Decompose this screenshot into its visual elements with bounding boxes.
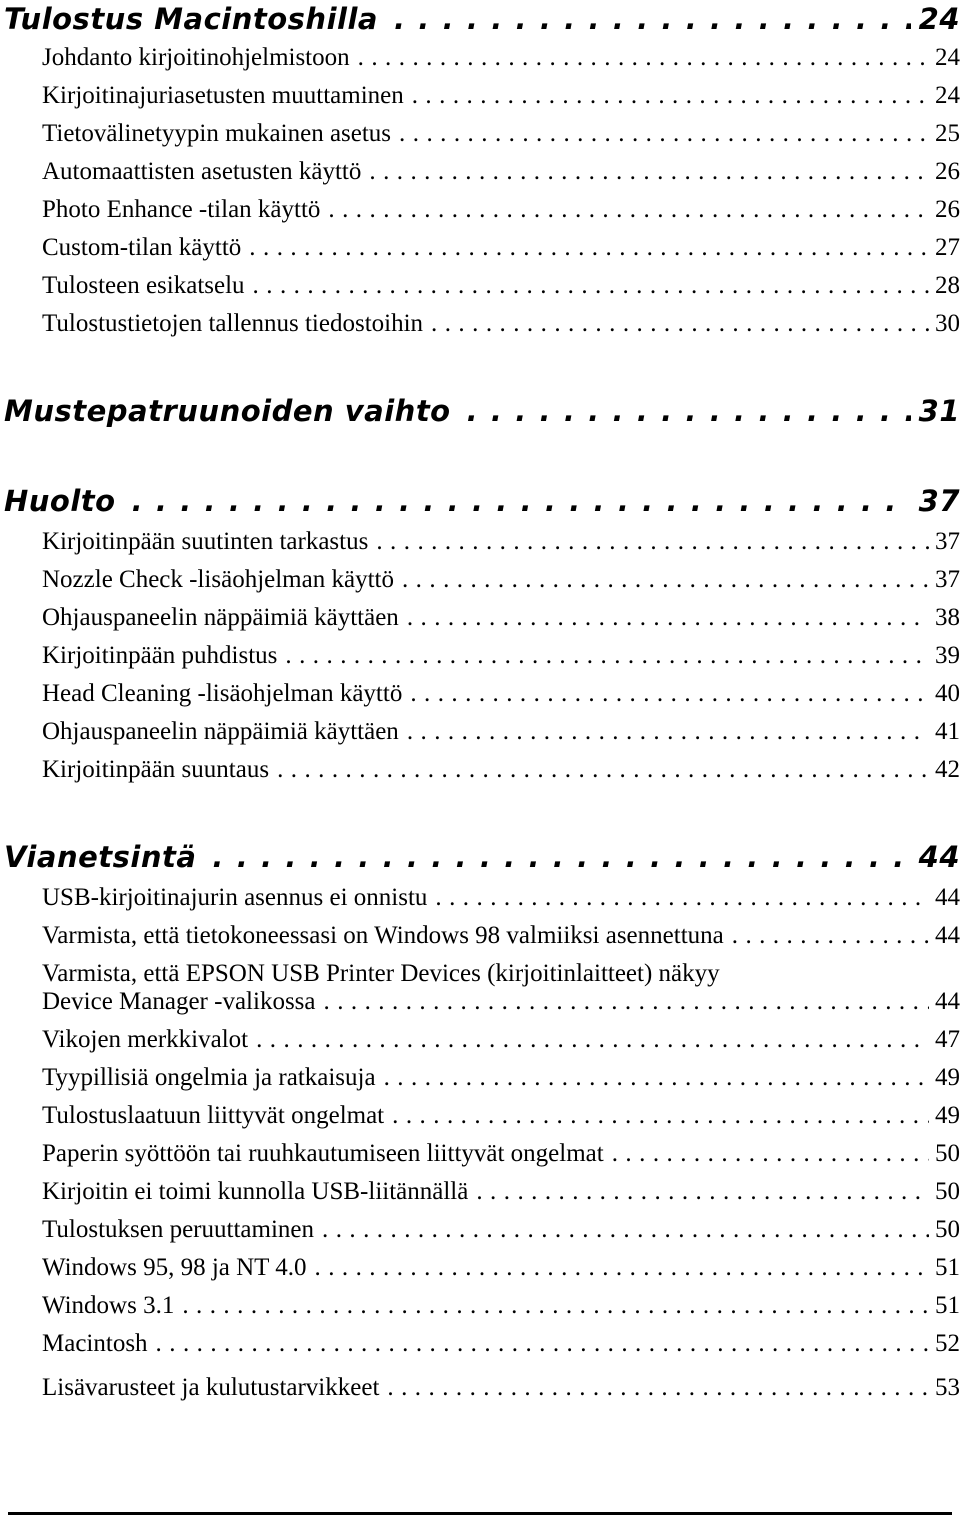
dot-leader bbox=[467, 394, 911, 428]
dot-leader bbox=[435, 884, 929, 912]
toc-heading[interactable] bbox=[4, 394, 960, 434]
entry-page-number: 49 bbox=[935, 1102, 960, 1129]
entry-page-number: 28 bbox=[935, 272, 960, 299]
dot-leader bbox=[732, 922, 929, 950]
entry-title: Tulostuslaatuun liittyvät ongelmat bbox=[42, 1102, 385, 1129]
entry-title: Custom-tilan käyttö bbox=[42, 234, 242, 261]
entry-title: Automaattisten asetusten käyttö bbox=[42, 158, 362, 185]
dot-leader bbox=[328, 196, 929, 224]
toc-entry[interactable] bbox=[42, 44, 960, 74]
dot-leader bbox=[407, 604, 929, 632]
dot-leader bbox=[394, 2, 911, 36]
toc-entry[interactable] bbox=[42, 528, 960, 558]
toc-entry[interactable] bbox=[42, 310, 960, 340]
entry-page-number: 40 bbox=[935, 680, 960, 707]
entry-page-number: 47 bbox=[935, 1026, 960, 1053]
toc-entry[interactable] bbox=[42, 756, 960, 786]
entry-page-number: 53 bbox=[935, 1374, 960, 1401]
toc-entry[interactable] bbox=[42, 234, 960, 264]
dot-leader bbox=[285, 642, 929, 670]
entry-page-number: 38 bbox=[935, 604, 960, 631]
entry-title: Lisävarusteet ja kulutustarvikkeet bbox=[42, 1374, 380, 1401]
toc-entry[interactable] bbox=[42, 566, 960, 596]
toc-heading[interactable] bbox=[4, 840, 960, 880]
toc-entry[interactable] bbox=[42, 1064, 960, 1094]
dot-leader bbox=[612, 1140, 929, 1168]
dot-leader bbox=[476, 1178, 929, 1206]
toc-entry[interactable] bbox=[42, 272, 960, 302]
dot-leader bbox=[410, 680, 929, 708]
heading-page-number: 24 bbox=[918, 2, 960, 36]
entry-title: Tyypillisiä ongelmia ja ratkaisuja bbox=[42, 1064, 376, 1091]
entry-page-number: 26 bbox=[935, 158, 960, 185]
heading-title: Huolto bbox=[4, 484, 116, 518]
toc-entry[interactable] bbox=[42, 884, 960, 914]
dot-leader bbox=[322, 1216, 929, 1244]
dot-leader bbox=[431, 310, 929, 338]
toc-entry[interactable] bbox=[42, 922, 960, 952]
entry-title: Tietovälinetyypin mukainen asetus bbox=[42, 120, 392, 147]
entry-page-number: 25 bbox=[935, 120, 960, 147]
heading-page-number: 44 bbox=[918, 840, 960, 874]
heading-title: Tulostus Macintoshilla bbox=[4, 2, 378, 36]
entry-title: Macintosh bbox=[42, 1330, 148, 1357]
entry-title: Ohjauspaneelin näppäimiä käyttäen bbox=[42, 604, 399, 631]
toc-entry[interactable] bbox=[42, 604, 960, 634]
heading-title: Mustepatruunoiden vaihto bbox=[4, 394, 451, 428]
heading-page-number: 37 bbox=[918, 484, 960, 518]
toc-entry[interactable] bbox=[42, 82, 960, 112]
dot-leader bbox=[182, 1292, 929, 1320]
entry-title: Head Cleaning -lisäohjelman käyttö bbox=[42, 680, 403, 707]
entry-title-line-1[interactable]: Varmista, että EPSON USB Printer Devices (kirjoitinlaitteet) näkyy bbox=[42, 960, 720, 987]
dot-leader bbox=[407, 718, 929, 746]
entry-page-number: 44 bbox=[935, 988, 960, 1015]
toc-entry[interactable] bbox=[42, 158, 960, 188]
entry-title: Kirjoitin ei toimi kunnolla USB-liitännällä bbox=[42, 1178, 469, 1205]
toc-heading[interactable] bbox=[4, 484, 960, 524]
entry-title: Device Manager -valikossa bbox=[42, 988, 316, 1015]
bottom-rule bbox=[8, 1512, 952, 1515]
dot-leader bbox=[376, 528, 929, 556]
dot-leader bbox=[387, 1374, 929, 1402]
entry-title: Nozzle Check -lisäohjelman käyttö bbox=[42, 566, 394, 593]
toc-entry[interactable] bbox=[42, 1102, 960, 1132]
toc-entry[interactable] bbox=[42, 1140, 960, 1170]
toc-entry[interactable] bbox=[42, 988, 960, 1018]
entry-page-number: 37 bbox=[935, 566, 960, 593]
entry-page-number: 50 bbox=[935, 1216, 960, 1243]
entry-page-number: 24 bbox=[935, 82, 960, 109]
toc-entry[interactable] bbox=[42, 1330, 960, 1360]
toc-entry[interactable] bbox=[42, 1178, 960, 1208]
entry-title: USB-kirjoitinajurin asennus ei onnistu bbox=[42, 884, 428, 911]
entry-title: Windows 3.1 bbox=[42, 1292, 175, 1319]
toc-heading[interactable] bbox=[4, 2, 960, 42]
toc-entry[interactable] bbox=[42, 642, 960, 672]
entry-title: Johdanto kirjoitinohjelmistoon bbox=[42, 44, 350, 71]
entry-title: Kirjoitinpään puhdistus bbox=[42, 642, 278, 669]
entry-page-number: 39 bbox=[935, 642, 960, 669]
dot-leader bbox=[156, 1330, 929, 1358]
entry-title: Vikojen merkkivalot bbox=[42, 1026, 249, 1053]
dot-leader bbox=[324, 988, 930, 1016]
dot-leader bbox=[412, 82, 929, 110]
entry-title: Tulostustietojen tallennus tiedostoihin bbox=[42, 310, 424, 337]
dot-leader bbox=[392, 1102, 929, 1130]
entry-page-number: 24 bbox=[935, 44, 960, 71]
entry-page-number: 27 bbox=[935, 234, 960, 261]
dot-leader bbox=[132, 484, 911, 518]
toc-entry[interactable] bbox=[42, 120, 960, 150]
dot-leader bbox=[402, 566, 929, 594]
entry-page-number: 50 bbox=[935, 1140, 960, 1167]
dot-leader bbox=[253, 272, 929, 300]
dot-leader bbox=[358, 44, 929, 72]
entry-page-number: 49 bbox=[935, 1064, 960, 1091]
toc-entry[interactable] bbox=[42, 680, 960, 710]
dot-leader bbox=[256, 1026, 929, 1054]
entry-title: Paperin syöttöön tai ruuhkautumiseen liittyvät ongelmat bbox=[42, 1140, 604, 1167]
entry-title: Photo Enhance -tilan käyttö bbox=[42, 196, 321, 223]
entry-title: Varmista, että tietokoneessasi on Windows 98 valmiiksi asennettuna bbox=[42, 922, 724, 949]
dot-leader bbox=[212, 840, 910, 874]
entry-title: Kirjoitinpään suuntaus bbox=[42, 756, 270, 783]
dot-leader bbox=[315, 1254, 930, 1282]
entry-page-number: 42 bbox=[935, 756, 960, 783]
heading-title: Vianetsintä bbox=[4, 840, 197, 874]
dot-leader bbox=[369, 158, 929, 186]
entry-page-number: 50 bbox=[935, 1178, 960, 1205]
toc-entry[interactable] bbox=[42, 718, 960, 748]
entry-page-number: 26 bbox=[935, 196, 960, 223]
entry-title: Kirjoitinpään suutinten tarkastus bbox=[42, 528, 369, 555]
dot-leader bbox=[249, 234, 929, 262]
entry-title: Ohjauspaneelin näppäimiä käyttäen bbox=[42, 718, 399, 745]
toc-entry[interactable] bbox=[42, 1254, 960, 1284]
entry-page-number: 52 bbox=[935, 1330, 960, 1357]
entry-page-number: 44 bbox=[935, 922, 960, 949]
entry-title: Tulostuksen peruuttaminen bbox=[42, 1216, 314, 1243]
toc-entry[interactable] bbox=[42, 1374, 960, 1404]
entry-page-number: 41 bbox=[935, 718, 960, 745]
toc-entry[interactable] bbox=[42, 1292, 960, 1322]
entry-page-number: 51 bbox=[935, 1292, 960, 1319]
entry-page-number: 37 bbox=[935, 528, 960, 555]
toc-entry[interactable] bbox=[42, 196, 960, 226]
toc-entry[interactable] bbox=[42, 1026, 960, 1056]
entry-page-number: 44 bbox=[935, 884, 960, 911]
dot-leader bbox=[399, 120, 929, 148]
heading-page-number: 31 bbox=[918, 394, 960, 428]
dot-leader bbox=[384, 1064, 929, 1092]
entry-title: Tulosteen esikatselu bbox=[42, 272, 245, 299]
entry-page-number: 51 bbox=[935, 1254, 960, 1281]
entry-title: Kirjoitinajuriasetusten muuttaminen bbox=[42, 82, 404, 109]
entry-page-number: 30 bbox=[935, 310, 960, 337]
dot-leader bbox=[277, 756, 929, 784]
toc-entry[interactable] bbox=[42, 1216, 960, 1246]
entry-title: Windows 95, 98 ja NT 4.0 bbox=[42, 1254, 307, 1281]
